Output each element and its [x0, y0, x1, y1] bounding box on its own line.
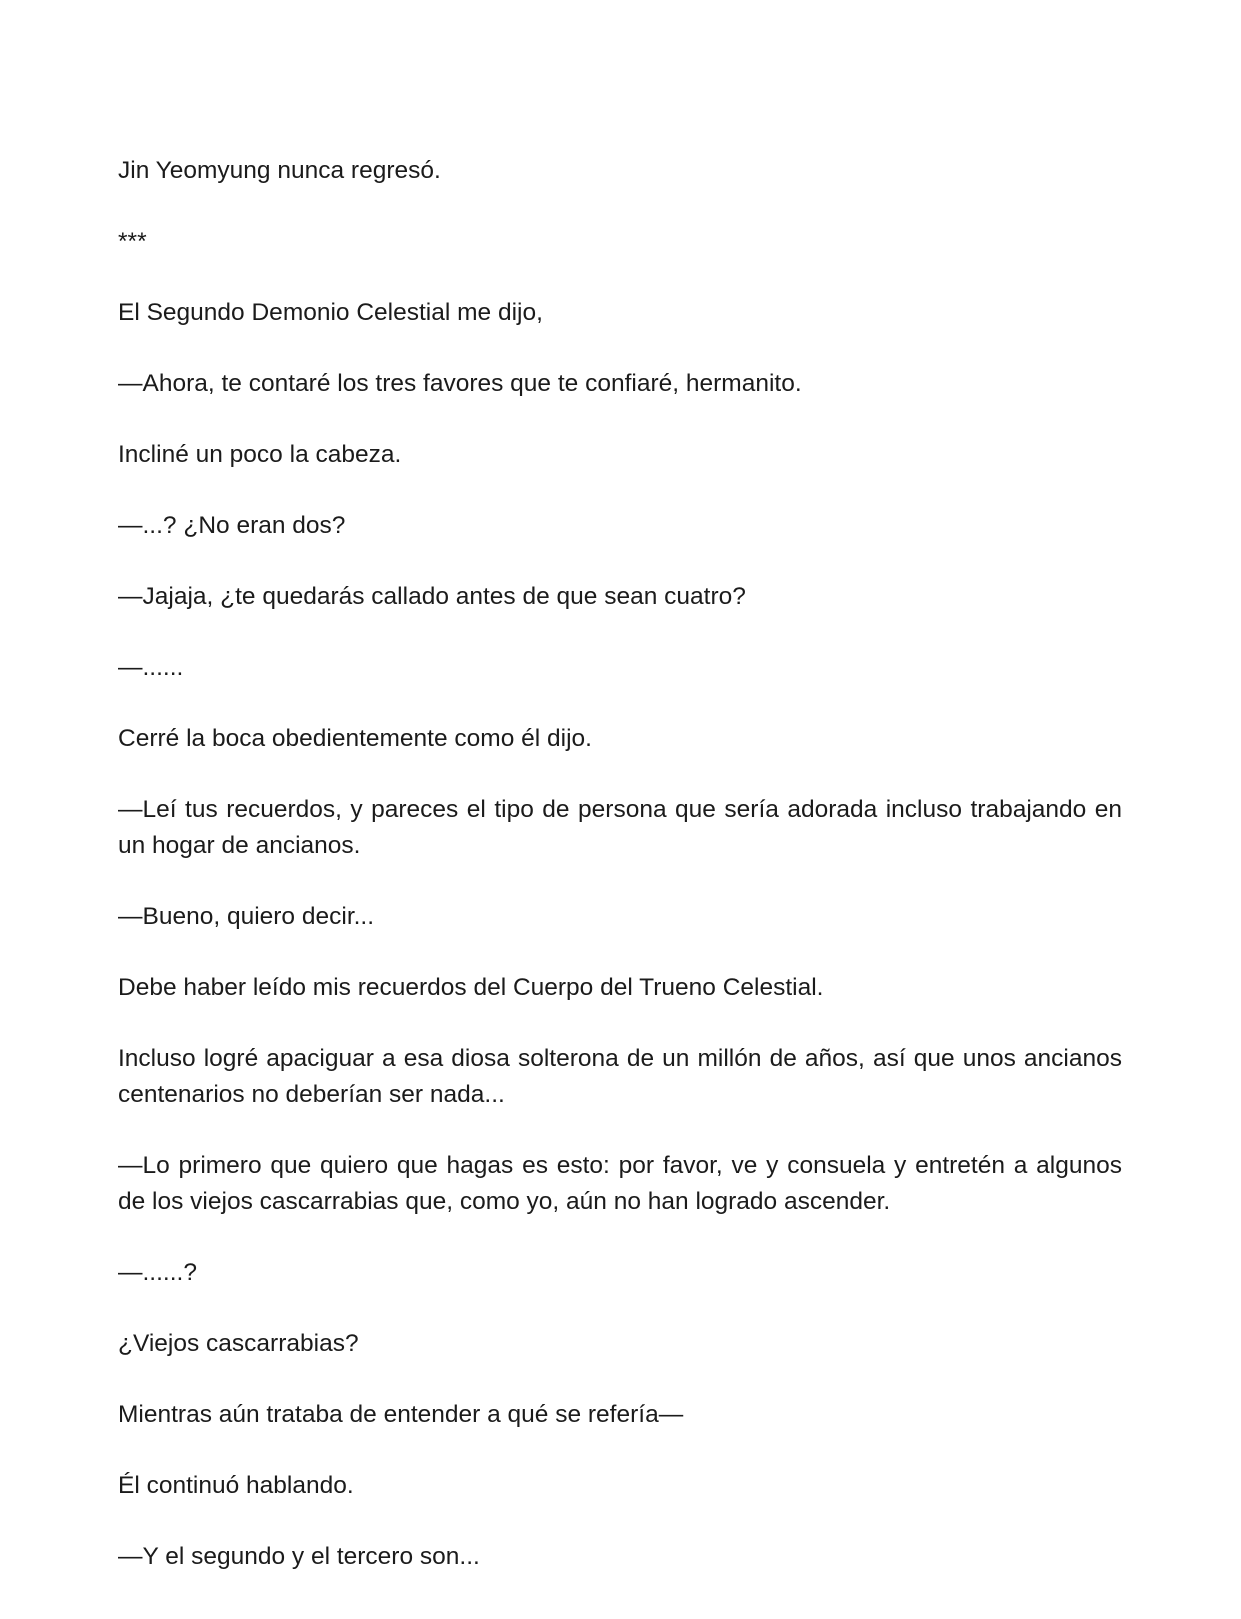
dialogue-line: —......? [118, 1259, 197, 1286]
dialogue-line: —...? ¿No eran dos? [118, 512, 346, 539]
paragraph: ¿Viejos cascarrabias? [118, 1330, 359, 1357]
paragraph: Jin Yeomyung nunca regresó. [118, 157, 441, 184]
dialogue-line: —Bueno, quiero decir... [118, 903, 375, 930]
document-body [118, 153, 1122, 1610]
paragraph: Él continuó hablando. [118, 1472, 354, 1499]
paragraph: El Segundo Demonio Celestial me dijo, [118, 299, 543, 326]
paragraph: Cerré la boca obedientemente como él dijo. [118, 725, 592, 752]
dialogue-line: —Lo primero que quiero que hagas es esto: por favor, ve y consuela y entretén a algunos de los viejos cascarrabias que, como yo, aún no han logrado ascender. [118, 1152, 1122, 1215]
dialogue-line: —Ahora, te contaré los tres favores que te confiaré, hermanito. [118, 370, 802, 397]
dialogue-line: —Leí tus recuerdos, y pareces el tipo de persona que sería adorada incluso trabajando en un hogar de ancianos. [118, 796, 1122, 859]
scene-break: *** [118, 228, 147, 255]
paragraph: Incliné un poco la cabeza. [118, 441, 402, 468]
paragraph: Debe haber leído mis recuerdos del Cuerpo del Trueno Celestial. [118, 974, 824, 1001]
dialogue-line: —...... [118, 654, 184, 681]
paragraph: Mientras aún trataba de entender a qué se refería— [118, 1401, 684, 1428]
paragraph: Incluso logré apaciguar a esa diosa solterona de un millón de años, así que unos ancianos centenarios no deberían ser nada... [118, 1045, 1122, 1108]
dialogue-line: —Jajaja, ¿te quedarás callado antes de que sean cuatro? [118, 583, 746, 610]
dialogue-line: —Y el segundo y el tercero son... [118, 1543, 480, 1570]
